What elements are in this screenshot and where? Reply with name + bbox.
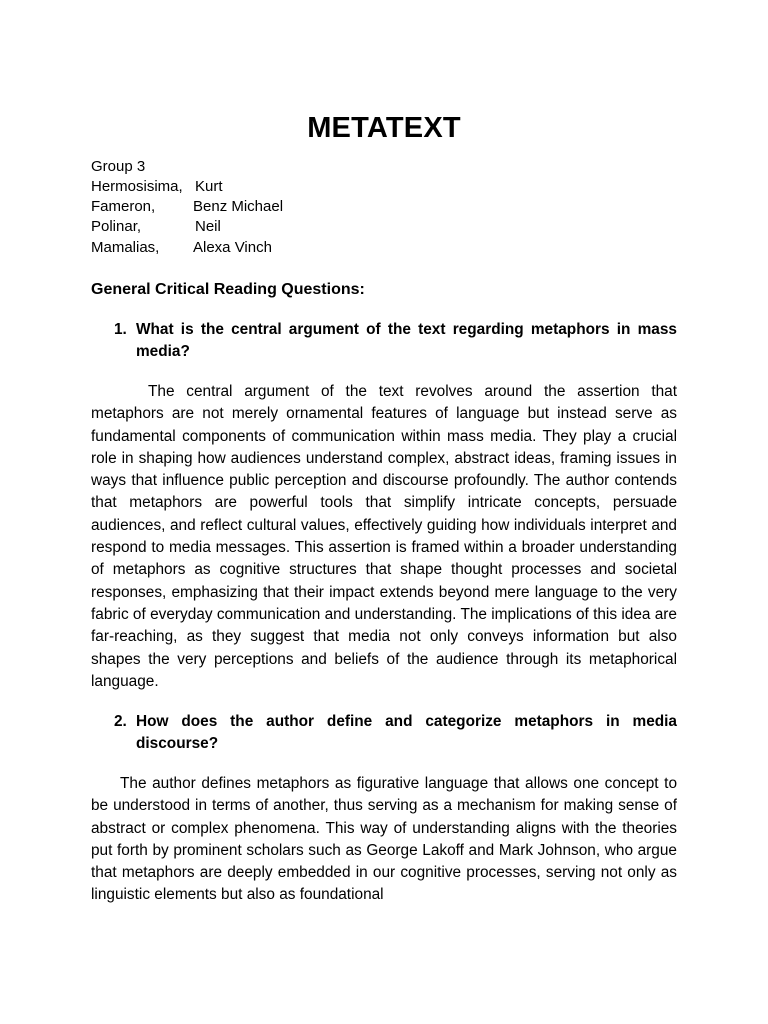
question-number: 1. bbox=[114, 321, 127, 338]
member-last-name: Fameron, bbox=[91, 198, 156, 215]
member-last-name: Mamalias, bbox=[91, 239, 160, 256]
member-row bbox=[91, 217, 411, 237]
member-first-name: Benz Michael bbox=[193, 198, 284, 215]
member-row bbox=[91, 177, 411, 197]
member-first-name: Alexa Vinch bbox=[193, 239, 272, 256]
answer-paragraph: The central argument of the text revolves around the assertion that metaphors are not merely ornamental features of language but instead serve as fundamental components of communication within mass media. They play a crucial role in shaping how audiences understand complex, abstract ideas, framing issues in ways that influence public perception and discourse profoundly. The author contends that metaphors are powerful tools that simplify intricate concepts, persuade audiences, and reflect cultural values, effectively guiding how individuals interpret and respond to media messages. This assertion is framed within a broader understanding of metaphors as cognitive structures that shape thought processes and societal responses, emphasizing that their impact extends beyond mere language to the very fabric of everyday communication and understanding. The implications of this idea are far-reaching, as they suggest that media not only conveys information but also shapes the very perceptions and beliefs of the audience through its metaphorical language. bbox=[91, 383, 677, 690]
question-item bbox=[91, 319, 677, 363]
member-last-name: Hermosisima, bbox=[91, 178, 183, 195]
question-number: 2. bbox=[114, 713, 127, 730]
answer-paragraph: The author defines metaphors as figurative language that allows one concept to be understood in terms of another, thus serving as a mechanism for making sense of abstract or complex phenomena. This way of understanding aligns with the theories put forth by prominent scholars such as George Lakoff and Mark Johnson, who argue that metaphors are deeply embedded in our cognitive processes, serving not only as linguistic elements but also as foundational bbox=[91, 775, 677, 904]
member-last-name: Polinar, bbox=[91, 218, 142, 235]
document-title: METATEXT bbox=[307, 112, 461, 144]
question-text: How does the author define and categorize metaphors in media discourse? bbox=[136, 713, 677, 752]
question-text: What is the central argument of the text regarding metaphors in mass media? bbox=[136, 321, 677, 360]
member-row bbox=[91, 238, 411, 258]
section-heading: General Critical Reading Questions: bbox=[91, 281, 365, 298]
group-label: Group 3 bbox=[91, 158, 146, 175]
member-first-name: Neil bbox=[195, 218, 221, 235]
member-first-name: Kurt bbox=[195, 178, 223, 195]
question-item bbox=[91, 711, 677, 755]
member-row bbox=[91, 197, 411, 217]
